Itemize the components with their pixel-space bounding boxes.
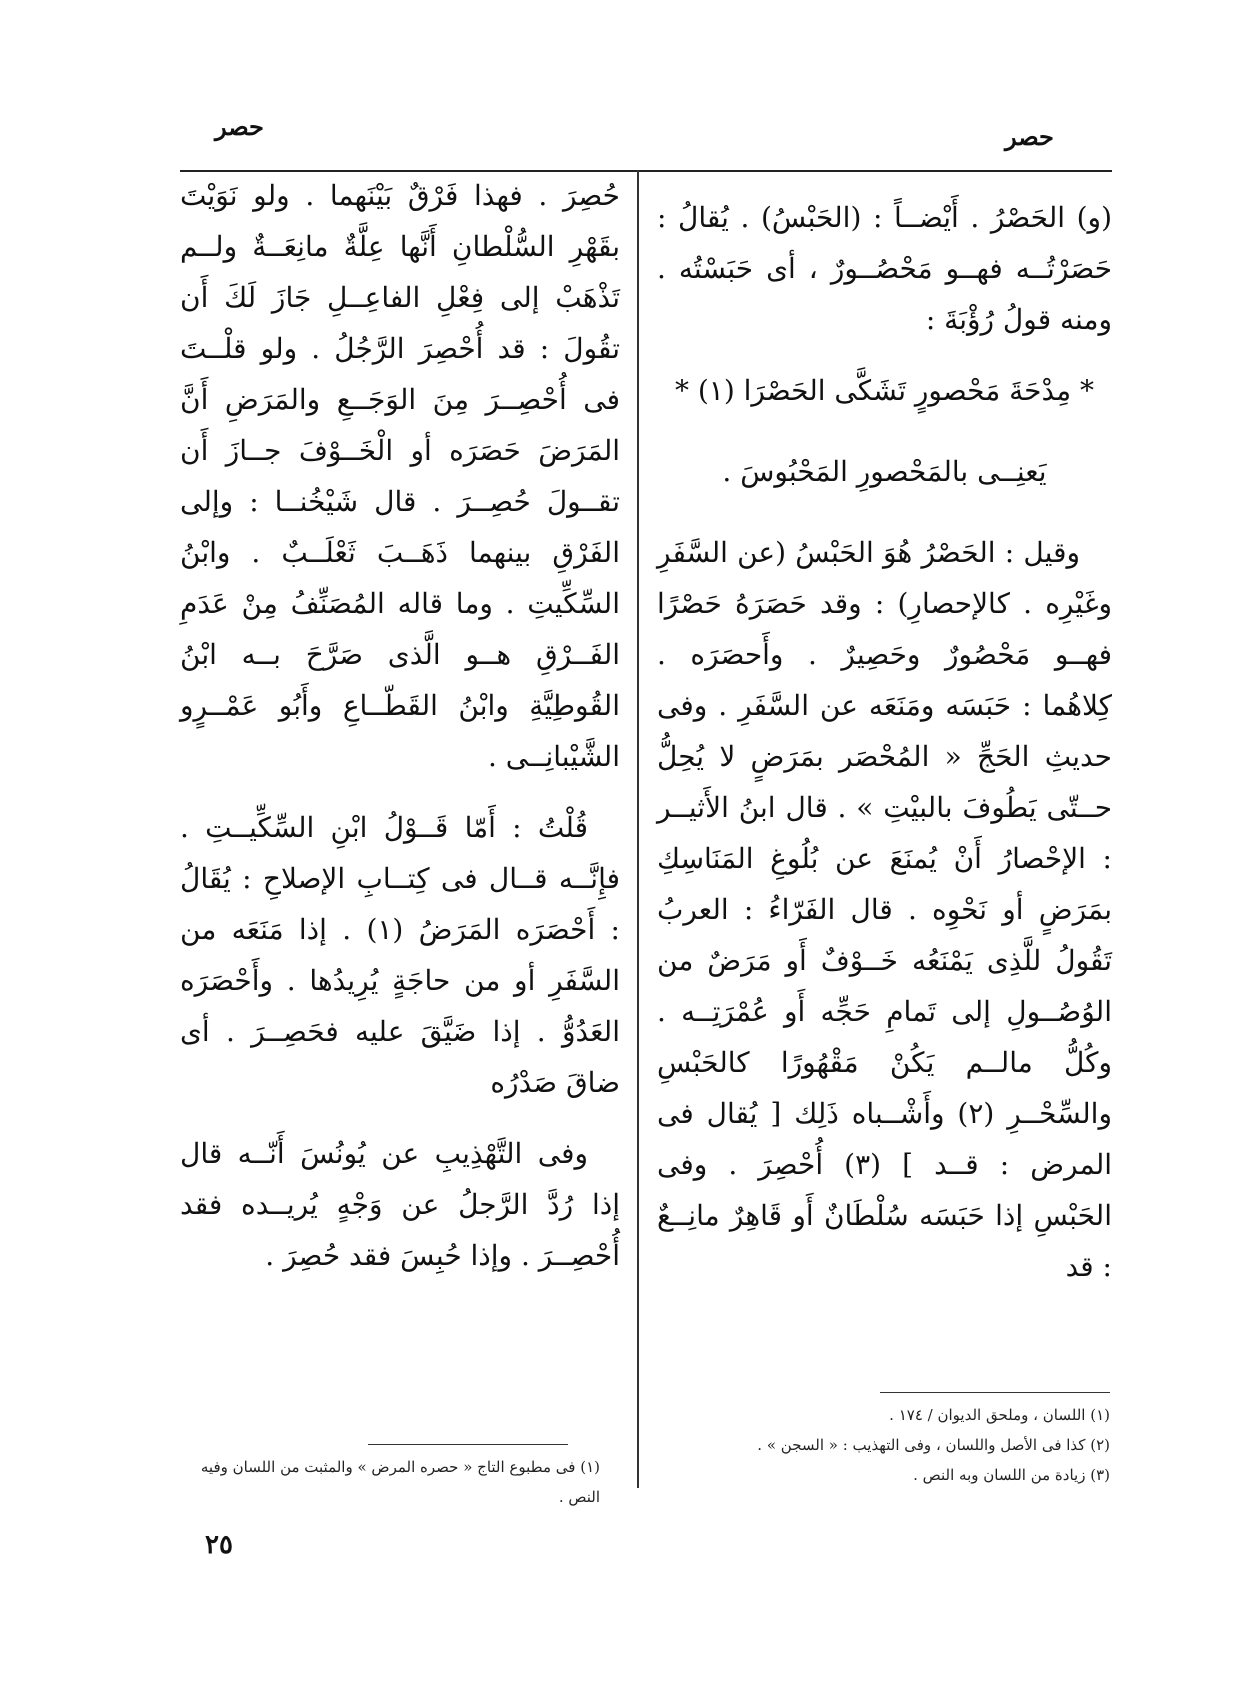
poetry-verse: * مِدْحَةَ مَحْصورٍ تَشَكَّى الحَصْرَا (١) * xyxy=(674,374,1095,407)
running-header-right: حصر xyxy=(1005,122,1054,151)
left-paragraph-2: قُلْتُ : أَمّا قَــوْلُ ابْنِ السِّكِّيــتِ . فإِنَّــه قــال فى كِتــابِ الإصلاحِ : يُقَالُ : أَحْصَرَه المَرَضُ (١) . إذا مَنَعَه من السَّفَرِ أو من حاجَةٍ يُرِيدُها . وأَحْصَرَه العَدُوُّ . إذا ضَيَّقَ عليه فحَصِــرَ . أى ضاقَ صَدْرُه xyxy=(180,811,620,1099)
footnote: (٣) زيادة من اللسان وبه النص . xyxy=(913,1466,1110,1484)
right-column xyxy=(657,192,1112,1312)
left-paragraph-3: وفى التَّهْذِيبِ عن يُونُسَ أَنّــه قال إذا رُدَّ الرَّجلُ عن وَجْهٍ يُريــده فقد أُحْصِــرَ . وإذا حُبِسَ فقد حُصِرَ . xyxy=(180,1137,620,1272)
footnote: (١) اللسان ، وملحق الديوان / ١٧٤ . xyxy=(889,1406,1110,1424)
footnote-rule-left xyxy=(368,1444,568,1445)
footnote: (٢) كذا فى الأصل واللسان ، وفى التهذيب : « السجن » . xyxy=(757,1436,1110,1454)
left-paragraph-1: حُصِرَ . فهذا فَرْقٌ بَيْنَهما . ولو نَوَيْتَ بقَهْرِ السُّلْطانِ أَنَّها عِلَّةٌ مانِعَــةٌ ولــم تَذْهَبْ إلى فِعْلِ الفاعِــلِ جَازَ لَكَ أَن تقُولَ : قد أُحْصِرَ الرَّجُلُ . ولو قلْــتَ فى أُحْصِــرَ مِنَ الوَجَــعِ والمَرَضِ أَنَّ المَرَضَ حَصَرَه أو الْخَــوْفَ جــازَ أَن تقــولَ حُصِــرَ . قال شَيْخُنــا : وإلى الفَرْقِ بينهما ذَهَــبَ ثَعْلَــبٌ . وابْنُ السِّكِّيتِ . وما قاله المُصَنِّفُ مِنْ عَدَمِ الفَــرْقِ هــو الَّذى صَرَّحَ بــه ابْنُ القُوطِيَّةِ وابْنُ القَطّــاعِ وأَبُو عَمْــرٍو الشَّيْبانِــى . xyxy=(180,179,620,773)
verse-explanation: يَعنِــى بالمَحْصورِ المَحْبُوسَ . xyxy=(722,455,1047,488)
footnotes-right xyxy=(720,1400,1110,1490)
running-header-left: حصر xyxy=(215,112,264,141)
left-column xyxy=(180,170,620,1301)
footnote-rule-right xyxy=(880,1392,1110,1393)
right-paragraph-2: وقيل : الحَصْرُ هُوَ الحَبْسُ (عن السَّفَرِ وغَيْرِه . كالإحصارِ) : وقد حَصَرَهُ حَصْرًا فهــو مَحْصُورٌ وحَصِيرٌ . وأَحصَرَه . كِلاهُما : حَبَسَه ومَنَعَه عن السَّفَرِ . وفى حديثِ الحَجِّ « المُحْصَر بمَرَضٍ لا يُحِلُّ حــتّى يَطُوفَ بالبيْتِ » . قال ابنُ الأَثيــر : الإحْصارُ أَنْ يُمنَعَ عن بُلُوغِ المَنَاسِكِ بمَرَضٍ أو نَحْوِه . قال الفَرّاءُ : العربُ تَقُولُ للَّذِى يَمْنَعُه خَــوْفٌ أَو مَرَضٌ من الوُصُــولِ إلى تَمامِ حَجِّه أَو عُمْرَتِــه . وكُلُّ مالــم يَكُنْ مَقْهُورًا كالحَبْسِ والسِّحْــرِ (٢) وأَشْــباه ذَلِك [ يُقال فى المرض : قــد ] (٣) أُحْصِرَ . وفى الحَبْسِ إذا حَبَسَه سُلْطَانٌ أَو قَاهِرٌ مانِــعٌ : قد xyxy=(657,536,1113,1283)
right-paragraph-1: (و) الحَصْرُ . أَيْضــاً : (الحَبْسُ) . يُقالُ : حَصَرْتُــه فهــو مَحْصُــورٌ ، أى حَبَسْتُه . ومنه قولُ رُؤْبَةَ : xyxy=(657,201,1112,336)
column-divider xyxy=(637,170,639,1488)
page-number: ٢٥ xyxy=(205,1530,233,1560)
footnotes-left xyxy=(180,1452,600,1512)
footnote: (١) فى مطبوع التاج « حصره المرض » والمثبت من اللسان وفيه النص . xyxy=(200,1458,600,1506)
